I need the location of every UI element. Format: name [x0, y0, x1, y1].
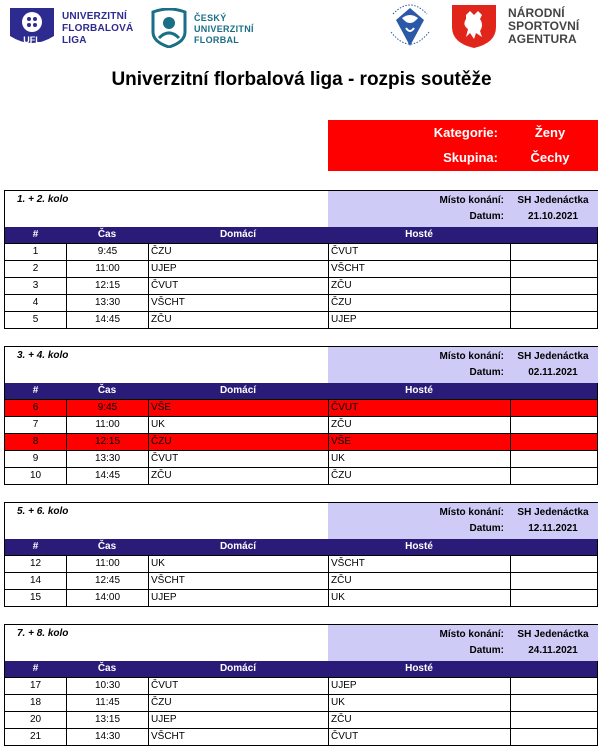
group-value: Čechy [530, 150, 570, 165]
date-label: Datum: [469, 645, 504, 656]
table-row [5, 589, 597, 606]
match-note [510, 695, 598, 711]
cuf-logo [150, 8, 188, 48]
venue-box [328, 503, 598, 539]
category-label: Kategorie: [433, 125, 498, 140]
round-block [4, 624, 598, 746]
match-time: 14:30 [66, 729, 148, 745]
match-away: UK [328, 590, 510, 606]
header-time: Čas [97, 229, 117, 240]
table-row [5, 450, 597, 467]
match-time: 14:00 [66, 590, 148, 606]
match-home: UK [148, 556, 328, 572]
match-time: 12:15 [66, 434, 148, 450]
match-home: ČZU [148, 434, 328, 450]
venue-box [328, 625, 598, 661]
match-away: ČVUT [328, 244, 510, 260]
match-num: 3 [32, 280, 39, 291]
table-row [5, 416, 597, 433]
table-row [5, 572, 597, 589]
cuf-line2: UNIVERZITNÍ [194, 24, 254, 34]
nsa-logo-text [508, 7, 579, 46]
table-row [5, 243, 597, 260]
match-away: UJEP [328, 312, 510, 328]
match-num: 6 [32, 402, 39, 413]
table-row [5, 677, 597, 694]
match-num: 15 [29, 592, 42, 603]
match-home: VŠCHT [148, 573, 328, 589]
match-num: 21 [29, 731, 42, 742]
header-num: # [32, 229, 39, 240]
nsa-lion-icon [448, 3, 500, 49]
header-num: # [32, 385, 39, 396]
match-num: 5 [32, 314, 39, 325]
venue-box [328, 191, 598, 227]
match-away: ČVUT [328, 400, 510, 416]
match-time: 9:45 [66, 244, 148, 260]
match-time: 12:45 [66, 573, 148, 589]
header-away: Hosté [405, 541, 433, 552]
match-note [510, 295, 598, 311]
match-num: 10 [29, 470, 42, 481]
ufl-logo-text [62, 11, 133, 47]
header-away: Hosté [405, 663, 433, 674]
header-time: Čas [97, 541, 117, 552]
match-num: 20 [29, 714, 42, 725]
group-row [328, 147, 598, 169]
venue-value: SH Jedenáctka [517, 507, 589, 518]
cuf-logo-text [194, 13, 254, 46]
match-away: VŠCHT [328, 261, 510, 277]
match-num: 4 [32, 297, 39, 308]
match-num: 18 [29, 697, 42, 708]
date-label: Datum: [469, 211, 504, 222]
match-time: 10:30 [66, 678, 148, 694]
table-row [5, 467, 597, 484]
ufl-badge-text: UFL [23, 35, 41, 45]
round-header [5, 503, 597, 539]
venue-label: Místo konání: [439, 351, 504, 362]
table-row [5, 694, 597, 711]
match-note [510, 278, 598, 294]
match-away: UK [328, 451, 510, 467]
venue-value: SH Jedenáctka [517, 629, 589, 640]
table-header [5, 539, 597, 555]
date-value: 12.11.2021 [528, 523, 578, 534]
match-note [510, 573, 598, 589]
category-row [328, 122, 598, 144]
group-label: Skupina: [443, 150, 498, 165]
table-row [5, 711, 597, 728]
table-row [5, 260, 597, 277]
match-note [510, 312, 598, 328]
round-block [4, 190, 598, 329]
header-home: Domácí [219, 385, 257, 396]
table-row [5, 311, 597, 328]
round-title: 3. + 4. kolo [17, 350, 69, 361]
table-row [5, 728, 597, 745]
match-home: ZČU [148, 312, 328, 328]
round-header [5, 347, 597, 383]
date-value: 21.10.2021 [527, 211, 579, 222]
table-row-highlighted [5, 399, 597, 416]
match-note [510, 729, 598, 745]
round-title: 5. + 6. kolo [17, 506, 69, 517]
match-away: ČVUT [328, 729, 510, 745]
match-num: 7 [32, 419, 39, 430]
round-header [5, 625, 597, 661]
nsa-line3: AGENTURA [508, 32, 577, 46]
match-num: 1 [32, 246, 39, 257]
match-home: UJEP [148, 261, 328, 277]
ufl-line2: FLORBALOVÁ [62, 23, 134, 34]
category-value: Ženy [534, 125, 566, 140]
table-row-highlighted [5, 433, 597, 450]
venue-label: Místo konání: [439, 195, 504, 206]
match-num: 8 [32, 436, 39, 447]
match-home: ČVUT [148, 451, 328, 467]
match-away: ZČU [328, 712, 510, 728]
table-header [5, 661, 597, 677]
match-home: UK [148, 417, 328, 433]
match-home: ČZU [148, 244, 328, 260]
header-home: Domácí [219, 541, 257, 552]
round-header [5, 191, 597, 227]
match-home: ČVUT [148, 678, 328, 694]
match-num: 17 [29, 680, 42, 691]
match-home: ČZU [148, 695, 328, 711]
category-box [328, 120, 598, 171]
ufl-line3: LIGA [62, 35, 87, 46]
page-title: Univerzitní florbalová liga - rozpis soutěže [111, 69, 492, 90]
match-time: 13:15 [66, 712, 148, 728]
match-time: 11:00 [66, 417, 148, 433]
match-note [510, 590, 598, 606]
round-title: 1. + 2. kolo [17, 194, 69, 205]
match-home: VŠE [148, 400, 328, 416]
match-away: VŠCHT [328, 556, 510, 572]
round-block [4, 346, 598, 485]
match-away: ZČU [328, 417, 510, 433]
match-note [510, 556, 598, 572]
date-label: Datum: [469, 367, 504, 378]
match-time: 13:30 [66, 451, 148, 467]
header-away: Hosté [405, 229, 433, 240]
match-away: ZČU [328, 278, 510, 294]
match-num: 14 [29, 575, 42, 586]
round-block [4, 502, 598, 607]
date-value: 24.11.2021 [528, 645, 578, 656]
match-note [510, 261, 598, 277]
match-note [510, 434, 598, 450]
match-note [510, 712, 598, 728]
match-away: UK [328, 695, 510, 711]
header-away: Hosté [405, 385, 433, 396]
match-note [510, 678, 598, 694]
match-time: 11:00 [66, 261, 148, 277]
table-row [5, 294, 597, 311]
match-home: UJEP [148, 712, 328, 728]
header-num: # [32, 663, 39, 674]
match-note [510, 468, 598, 484]
round-title: 7. + 8. kolo [17, 628, 69, 639]
venue-value: SH Jedenáctka [517, 195, 589, 206]
ufl-logo [8, 6, 56, 50]
ufl-line1: UNIVERZITNÍ [62, 11, 127, 22]
match-home: ZČU [148, 468, 328, 484]
match-away: ČZU [328, 295, 510, 311]
match-home: VŠCHT [148, 729, 328, 745]
academic-sports-association-icon [387, 2, 433, 52]
match-note [510, 244, 598, 260]
date-value: 02.11.2021 [528, 367, 578, 378]
match-home: ČVUT [148, 278, 328, 294]
header-home: Domácí [219, 229, 257, 240]
match-time: 9:45 [66, 400, 148, 416]
cuf-line3: FLORBAL [194, 35, 240, 45]
match-away: UJEP [328, 678, 510, 694]
nsa-line2: SPORTOVNÍ [508, 19, 580, 33]
match-note [510, 451, 598, 467]
venue-box [328, 347, 598, 383]
match-note [510, 417, 598, 433]
match-time: 14:45 [66, 468, 148, 484]
match-time: 14:45 [66, 312, 148, 328]
header-time: Čas [97, 385, 117, 396]
match-time: 13:30 [66, 295, 148, 311]
table-header [5, 227, 597, 243]
match-num: 12 [29, 558, 42, 569]
header-num: # [32, 541, 39, 552]
match-time: 11:45 [66, 695, 148, 711]
match-time: 12:15 [66, 278, 148, 294]
cuf-line1: ČESKÝ [194, 13, 227, 23]
table-header [5, 383, 597, 399]
match-time: 11:00 [66, 556, 148, 572]
venue-label: Místo konání: [439, 507, 504, 518]
table-row [5, 555, 597, 572]
match-away: ČZU [328, 468, 510, 484]
date-label: Datum: [469, 523, 504, 534]
match-away: ZČU [328, 573, 510, 589]
match-note [510, 400, 598, 416]
header-time: Čas [97, 663, 117, 674]
match-num: 9 [32, 453, 39, 464]
header-home: Domácí [219, 663, 257, 674]
venue-value: SH Jedenáctka [517, 351, 589, 362]
match-away: VŠE [328, 434, 510, 450]
nsa-line1: NÁRODNÍ [508, 6, 565, 20]
table-row [5, 277, 597, 294]
venue-label: Místo konání: [439, 629, 504, 640]
match-home: UJEP [148, 590, 328, 606]
match-home: VŠCHT [148, 295, 328, 311]
match-num: 2 [32, 263, 39, 274]
